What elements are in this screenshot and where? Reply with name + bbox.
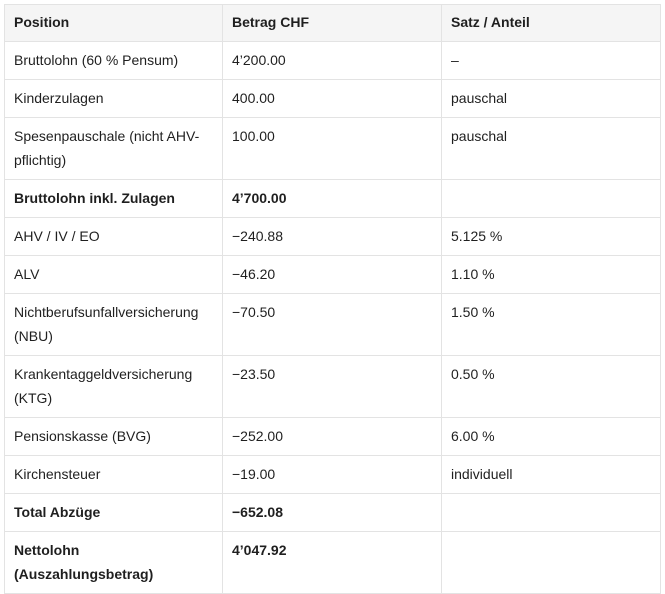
cell-satz: 5.125 % <box>442 218 661 256</box>
cell-position: Krankentaggeldversicherung (KTG) <box>5 356 223 418</box>
cell-betrag: 4’700.00 <box>223 180 442 218</box>
cell-betrag: −652.08 <box>223 494 442 532</box>
cell-betrag: −70.50 <box>223 294 442 356</box>
header-satz: Satz / Anteil <box>442 5 661 42</box>
payslip-table <box>4 4 661 594</box>
cell-position: AHV / IV / EO <box>5 218 223 256</box>
cell-satz: pauschal <box>442 118 661 180</box>
cell-position: Total Abzüge <box>5 494 223 532</box>
table-row <box>5 118 661 180</box>
table-header <box>5 5 661 42</box>
table-row <box>5 256 661 294</box>
cell-satz <box>442 494 661 532</box>
table-row <box>5 80 661 118</box>
cell-satz: individuell <box>442 456 661 494</box>
cell-position: Nichtberufsunfallversicherung (NBU) <box>5 294 223 356</box>
table-row <box>5 456 661 494</box>
cell-satz: 0.50 % <box>442 356 661 418</box>
table-row <box>5 418 661 456</box>
cell-satz: 6.00 % <box>442 418 661 456</box>
cell-betrag: −23.50 <box>223 356 442 418</box>
table-row <box>5 180 661 218</box>
header-row <box>5 5 661 42</box>
cell-betrag: −19.00 <box>223 456 442 494</box>
cell-satz <box>442 532 661 594</box>
table-body <box>5 42 661 594</box>
cell-position: Kirchensteuer <box>5 456 223 494</box>
cell-position: Spesenpauschale (nicht AHV-pflichtig) <box>5 118 223 180</box>
table-row <box>5 42 661 80</box>
cell-betrag: −46.20 <box>223 256 442 294</box>
header-position: Position <box>5 5 223 42</box>
cell-position: Bruttolohn (60 % Pensum) <box>5 42 223 80</box>
cell-betrag: 4’200.00 <box>223 42 442 80</box>
cell-betrag: 100.00 <box>223 118 442 180</box>
cell-satz: pauschal <box>442 80 661 118</box>
cell-satz: – <box>442 42 661 80</box>
cell-betrag: −252.00 <box>223 418 442 456</box>
table-row <box>5 532 661 594</box>
cell-betrag: −240.88 <box>223 218 442 256</box>
cell-satz <box>442 180 661 218</box>
cell-position: Bruttolohn inkl. Zulagen <box>5 180 223 218</box>
cell-satz: 1.10 % <box>442 256 661 294</box>
table-row <box>5 356 661 418</box>
table-row <box>5 218 661 256</box>
cell-position: Nettolohn (Auszahlungsbetrag) <box>5 532 223 594</box>
cell-betrag: 4’047.92 <box>223 532 442 594</box>
cell-betrag: 400.00 <box>223 80 442 118</box>
header-betrag: Betrag CHF <box>223 5 442 42</box>
table-row <box>5 294 661 356</box>
table-row <box>5 494 661 532</box>
cell-position: ALV <box>5 256 223 294</box>
cell-position: Kinderzulagen <box>5 80 223 118</box>
cell-position: Pensionskasse (BVG) <box>5 418 223 456</box>
cell-satz: 1.50 % <box>442 294 661 356</box>
